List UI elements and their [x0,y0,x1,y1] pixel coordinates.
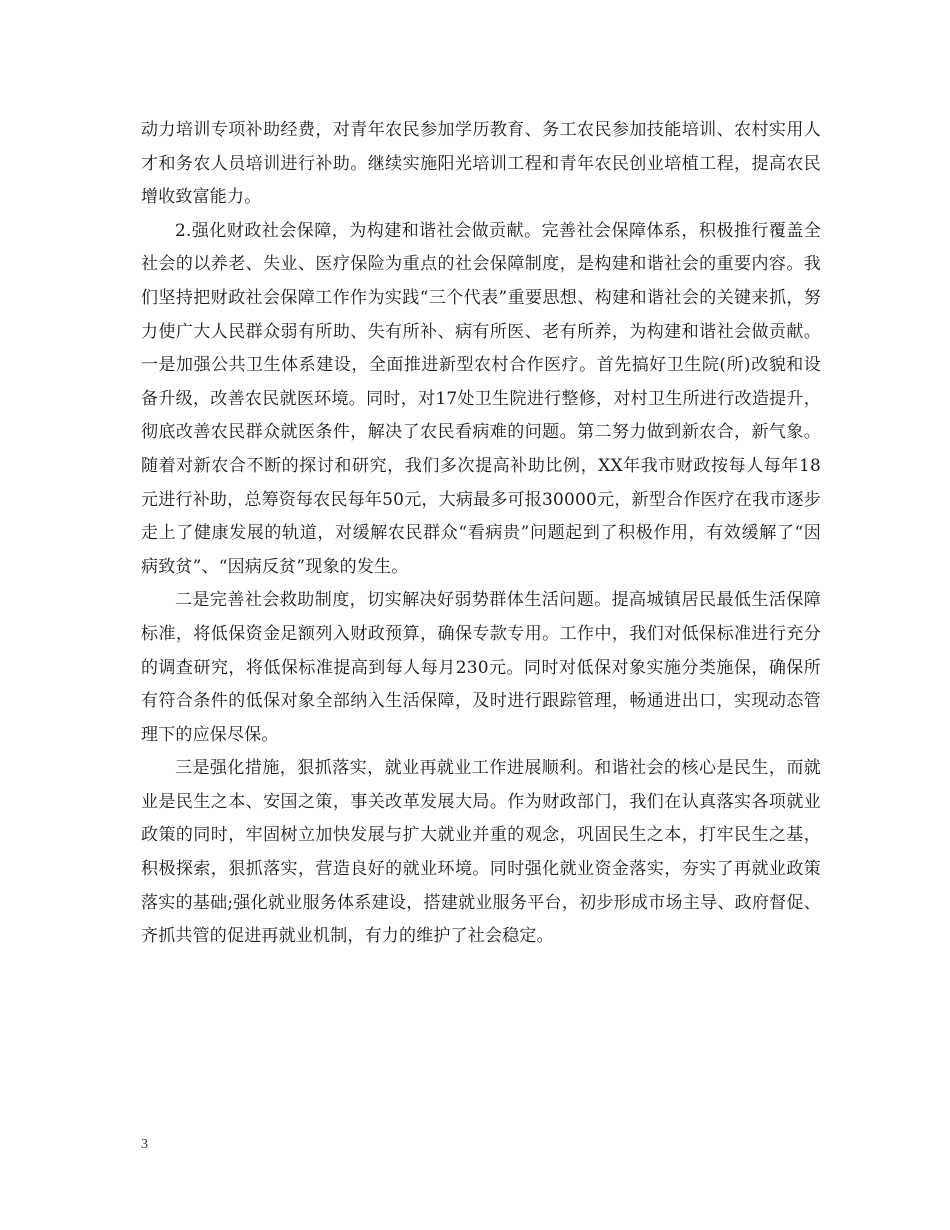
document-body [141,114,821,954]
paragraph-3: 二是完善社会救助制度，切实解决好弱势群体生活问题。提高城镇居民最低生活保障标准，将低保资金足额列入财政预算，确保专款专用。工作中，我们对低保标准进行充分的调查研究，将低保标准提高到每人每月230元。同时对低保对象实施分类施保，确保所有符合条件的低保对象全部纳入生活保障，及时进行跟踪管理，畅通进出口，实现动态管理下的应保尽保。 [141,590,821,745]
paragraph-2: 2.强化财政社会保障，为构建和谐社会做贡献。完善社会保障体系，积极推行覆盖全社会的以养老、失业、医疗保险为重点的社会保障制度，是构建和谐社会的重要内容。我们坚持把财政社会保障工作作为实践“三个代表”重要思想、构建和谐社会的关键来抓，努力使广大人民群众弱有所助、失有所补、病有所医、老有所养，为构建和谐社会做贡献。一是加强公共卫生体系建设，全面推进新型农村合作医疗。首先搞好卫生院(所)改貌和设备升级，改善农民就医环境。同时，对17处卫生院进行整修，对村卫生所进行改造提升，彻底改善农民群众就医条件，解决了农民看病难的问题。第二努力做到新农合，新气象。随着对新农合不断的探讨和研究，我们多次提高补助比例，XX年我市财政按每人每年18元进行补助，总筹资每农民每年50元，大病最多可报30000元，新型合作医疗在我市逐步走上了健康发展的轨道，对缓解农民群众“看病贵”问题起到了积极作用，有效缓解了“因病致贫”、“因病反贫”现象的发生。 [141,220,821,577]
paragraph-1: 动力培训专项补助经费，对青年农民参加学历教育、务工农民参加技能培训、农村实用人才和务农人员培训进行补助。继续实施阳光培训工程和青年农民创业培植工程，提高农民增收致富能力。 [141,120,821,208]
page-number: 3 [141,1137,148,1152]
paragraph-4: 三是强化措施，狠抓落实，就业再就业工作进展顺利。和谐社会的核心是民生，而就业是民生之本、安国之策，事关改革发展大局。作为财政部门，我们在认真落实各项就业政策的同时，牢固树立加快发展与扩大就业并重的观念，巩固民生之本，打牢民生之基，积极探索，狠抓落实，营造良好的就业环境。同时强化就业资金落实，夯实了再就业政策落实的基础;强化就业服务体系建设，搭建就业服务平台，初步形成市场主导、政府督促、齐抓共管的促进再就业机制，有力的维护了社会稳定。 [141,758,821,947]
